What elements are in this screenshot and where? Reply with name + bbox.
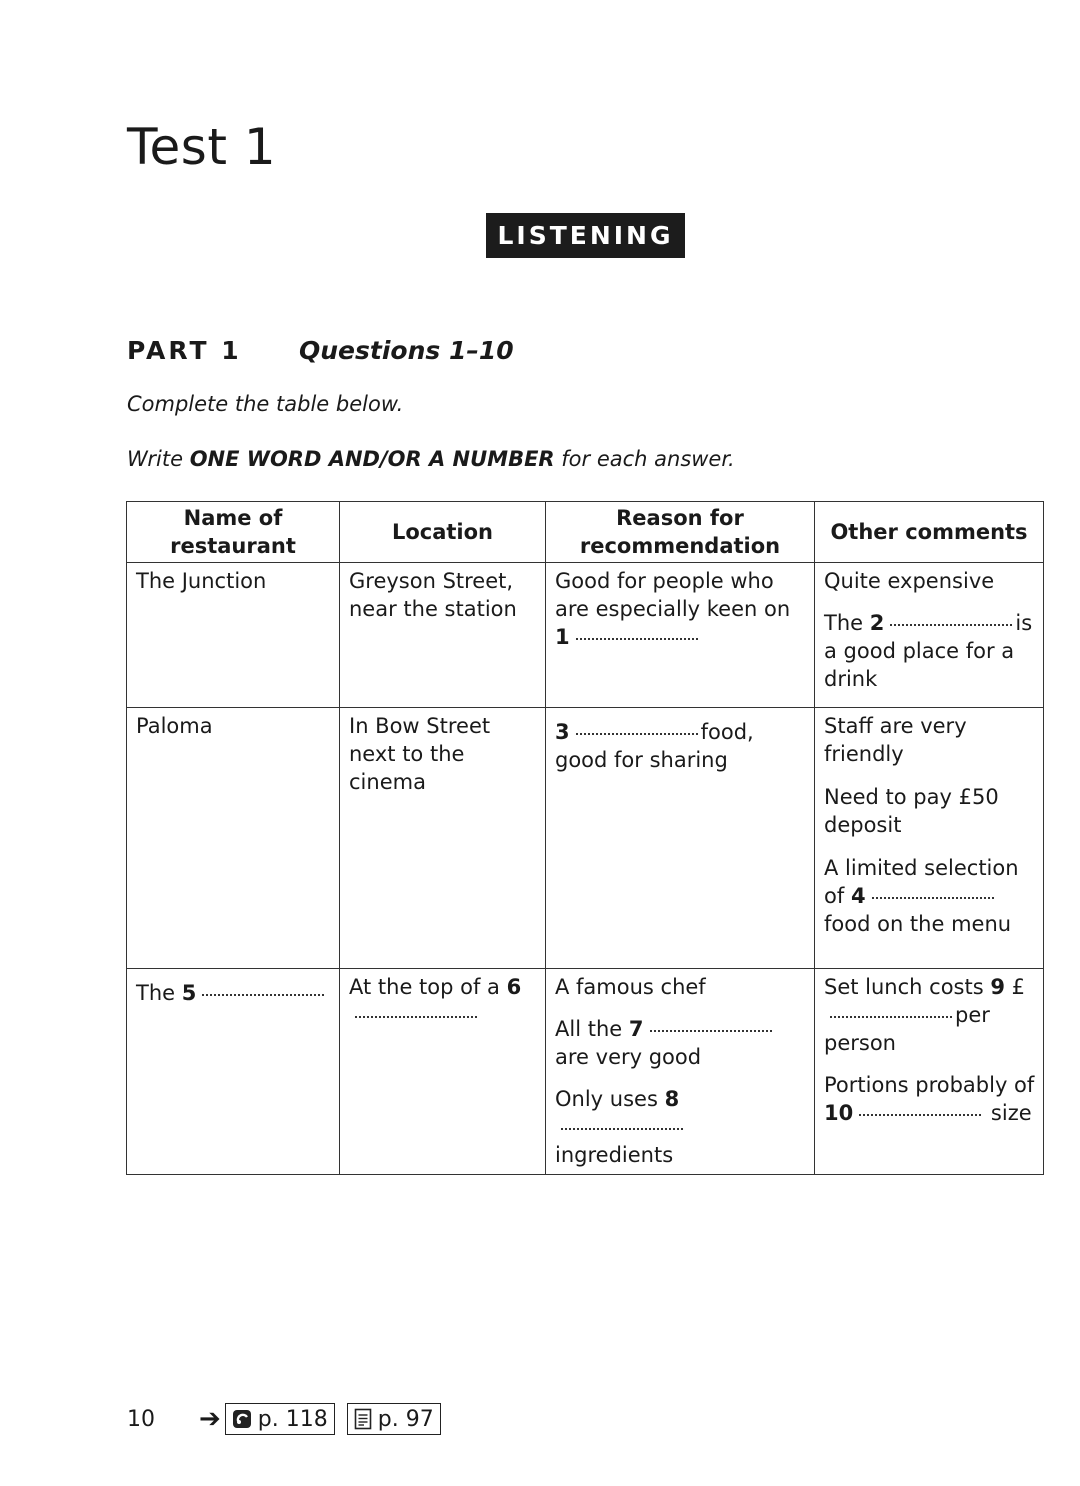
- audio-reference[interactable]: [225, 1403, 335, 1435]
- cell-location: Greyson Street, near the station: [340, 563, 546, 708]
- table-header-row: [127, 502, 1044, 563]
- cell-location: In Bow Street next to the cinema: [340, 708, 546, 969]
- section-badge: LISTENING: [486, 213, 685, 258]
- cell-comments: Set lunch costs 9 £per person Portions probably of 10 size: [815, 969, 1044, 1175]
- answer-blank[interactable]: [202, 992, 324, 996]
- cell-comments: Quite expensive The 2 is a good place for a drink: [815, 563, 1044, 708]
- transcript-page-ref: p. 97: [377, 1406, 434, 1432]
- answer-blank[interactable]: [355, 1014, 477, 1018]
- cell-comments: Staff are very friendly Need to pay £50 deposit A limited selection of 4 food on the menu: [815, 708, 1044, 969]
- transcript-reference[interactable]: [347, 1403, 441, 1435]
- answer-blank[interactable]: [576, 731, 698, 735]
- header-comments: Other comments: [815, 502, 1044, 563]
- audio-page-ref: p. 118: [257, 1406, 328, 1432]
- arrow-icon: ➔: [199, 1404, 221, 1434]
- header-location: Location: [340, 502, 546, 563]
- restaurant-table: [126, 501, 1044, 1175]
- table-row: [127, 708, 1044, 969]
- transcript-icon: [354, 1408, 372, 1430]
- table-row: [127, 969, 1044, 1175]
- question-number: 2: [869, 611, 885, 635]
- question-number: 5: [181, 981, 197, 1005]
- page-number: 10: [127, 1406, 155, 1432]
- cell-name: Paloma: [127, 708, 340, 969]
- part-heading: [127, 330, 514, 370]
- question-number: 6: [506, 975, 522, 999]
- answer-blank[interactable]: [561, 1126, 683, 1130]
- answer-blank[interactable]: [859, 1112, 981, 1116]
- cell-name: The 5: [127, 969, 340, 1175]
- cell-reason: 3 food, good for sharing: [546, 708, 815, 969]
- answer-blank[interactable]: [872, 895, 994, 899]
- answer-blank[interactable]: [830, 1014, 952, 1018]
- answer-blank[interactable]: [650, 1028, 772, 1032]
- page-title: Test 1: [127, 118, 277, 176]
- answer-blank[interactable]: [890, 622, 1012, 626]
- question-number: 8: [664, 1087, 680, 1111]
- instruction-1: Complete the table below.: [127, 392, 404, 416]
- question-number: 1: [555, 625, 570, 649]
- question-number: 3: [555, 720, 570, 744]
- question-number: 7: [628, 1017, 644, 1041]
- part-label: PART 1: [127, 335, 242, 365]
- question-number: 9: [990, 975, 1005, 999]
- cell-name: The Junction: [127, 563, 340, 708]
- question-number: 10: [824, 1101, 854, 1125]
- cell-reason: A famous chef All the 7 are very good Only uses 8 ingredients: [546, 969, 815, 1175]
- cell-reason: Good for people who are especially keen on 1: [546, 563, 815, 708]
- question-number: 4: [850, 884, 866, 908]
- header-name: Name of restaurant: [127, 502, 340, 563]
- instruction-2: Write ONE WORD AND/OR A NUMBER for each answer.: [127, 447, 735, 471]
- cell-location: At the top of a 6: [340, 969, 546, 1175]
- audio-icon: [232, 1409, 252, 1429]
- page-footer: [127, 1402, 453, 1436]
- header-reason: Reason for recommendation: [546, 502, 815, 563]
- questions-label: Questions 1–10: [299, 335, 514, 365]
- answer-blank[interactable]: [576, 636, 698, 640]
- table-row: [127, 563, 1044, 708]
